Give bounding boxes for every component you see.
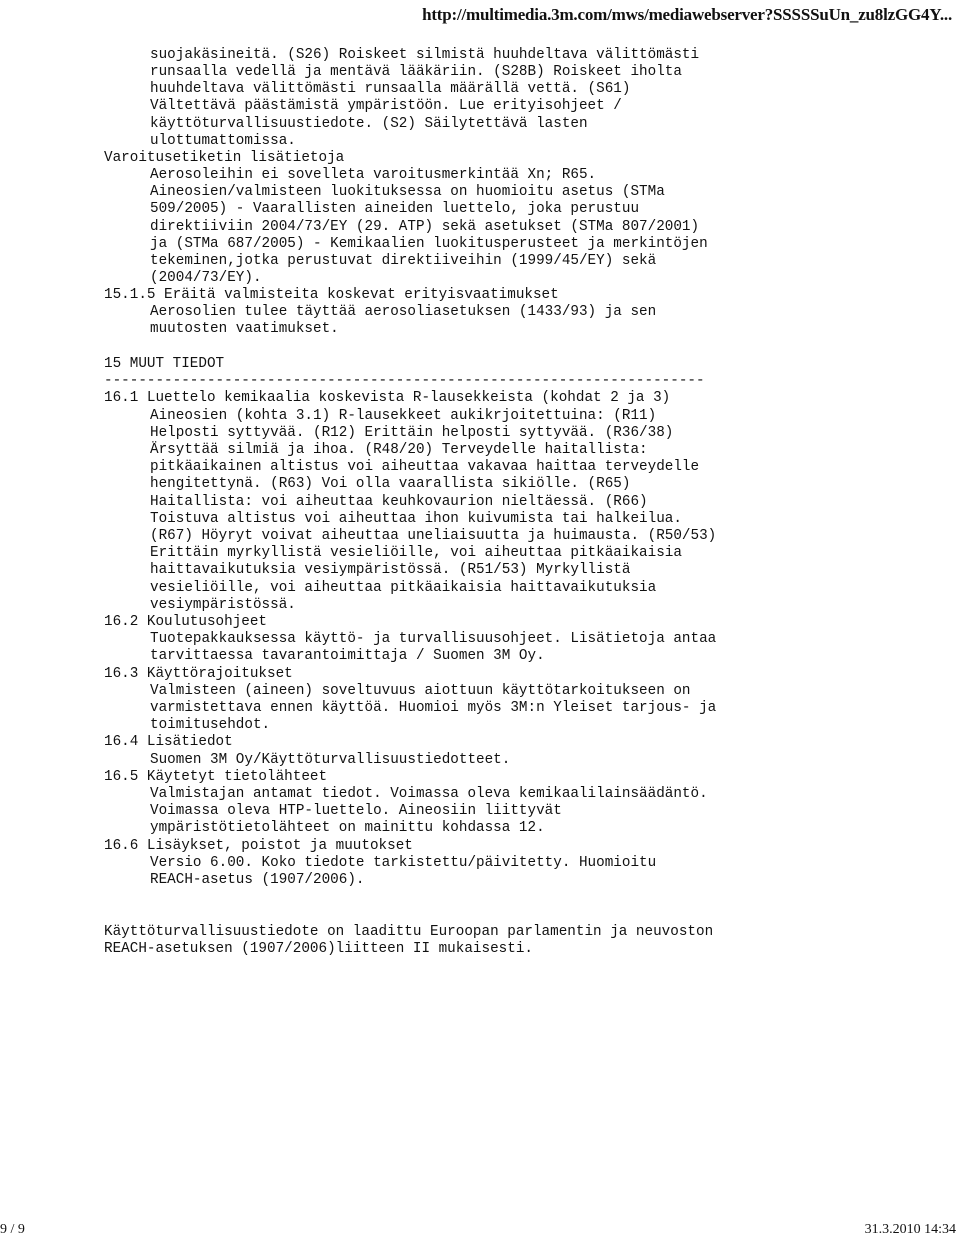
browser-url-header: http://multimedia.3m.com/mws/mediawebserver?SSSSSuUn_zu8lzGG4Y... [422, 5, 952, 24]
text-line: Versio 6.00. Koko tiedote tarkistettu/päivitetty. Huomioitu [150, 855, 657, 871]
text-line: tekeminen,jotka perustuvat direktiiveihin (1999/45/EY) sekä [150, 253, 657, 269]
section-15-1-5-heading: 15.1.5 Eräitä valmisteita koskevat erityisvaatimukset [104, 287, 559, 303]
text-line: Aineosien (kohta 3.1) R-lausekkeet aukikrjoitettuina: (R11) [150, 408, 657, 424]
warning-label-heading: Varoitusetiketin lisätietoja [104, 150, 345, 166]
page-number: 9 / 9 [0, 1222, 25, 1237]
document-body [104, 0, 804, 1239]
text-line: Toistuva altistus voi aiheuttaa ihon kuivumista tai halkeilua. [150, 511, 682, 527]
subsection-16-2-heading: 16.2 Koulutusohjeet [104, 614, 268, 630]
text-line: suojakäsineitä. (S26) Roiskeet silmistä huuhdeltava välittömästi [150, 47, 700, 63]
text-line: vesieliöille, voi aiheuttaa pitkäaikaisia haittavaikutuksia [150, 580, 657, 596]
section-divider: ---------------------------------------------------------------------- [104, 373, 705, 389]
text-line: toimitusehdot. [150, 717, 271, 733]
text-line: Aerosolien tulee täyttää aerosoliasetuksen (1433/93) ja sen [150, 304, 657, 320]
text-line: runsaalla vedellä ja mentävä lääkäriin. (S28B) Roiskeet iholta [150, 64, 682, 80]
text-line: Aerosoleihin ei sovelleta varoitusmerkintää Xn; R65. [150, 167, 597, 183]
closing-line: Käyttöturvallisuustiedote on laadittu Euroopan parlamentin ja neuvoston [104, 924, 714, 940]
section-title: 15 MUUT TIEDOT [104, 356, 225, 372]
text-line: varmistettava ennen käyttöä. Huomioi myös 3M:n Yleiset tarjous- ja [150, 700, 717, 716]
closing-line: REACH-asetuksen (1907/2006)liitteen II mukaisesti. [104, 941, 533, 957]
text-line: direktiiviin 2004/73/EY (29. ATP) sekä asetukset (STMa 807/2001) [150, 219, 700, 235]
subsection-16-5-heading: 16.5 Käytetyt tietolähteet [104, 769, 328, 785]
text-line: 509/2005) - Vaarallisten aineiden luettelo, joka perustuu [150, 201, 640, 217]
text-line: haittavaikutuksia vesiympäristössä. (R51/53) Myrkyllistä [150, 562, 631, 578]
text-line: (2004/73/EY). [150, 270, 262, 286]
text-line: Vältettävä päästämistä ympäristöön. Lue erityisohjeet / [150, 98, 622, 114]
text-line: Valmistajan antamat tiedot. Voimassa oleva kemikaalilainsäädäntö. [150, 786, 708, 802]
text-line: Helposti syttyvää. (R12) Erittäin helposti syttyvää. (R36/38) [150, 425, 674, 441]
text-line: Aineosien/valmisteen luokituksessa on huomioitu asetus (STMa [150, 184, 665, 200]
subsection-16-4-heading: 16.4 Lisätiedot [104, 734, 233, 750]
subsection-16-6-heading: 16.6 Lisäykset, poistot ja muutokset [104, 838, 413, 854]
text-line: ympäristötietolähteet on mainittu kohdassa 12. [150, 820, 545, 836]
text-line: Haitallista: voi aiheuttaa keuhkovaurion nieltäessä. (R66) [150, 494, 648, 510]
text-line: Suomen 3M Oy/Käyttöturvallisuustiedotteet. [150, 752, 511, 768]
text-line: ulottumattomissa. [150, 133, 296, 149]
text-line: muutosten vaatimukset. [150, 321, 339, 337]
text-line: Valmisteen (aineen) soveltuvuus aiottuun käyttötarkoitukseen on [150, 683, 691, 699]
subsection-16-1-heading: 16.1 Luettelo kemikaalia koskevista R-lausekkeista (kohdat 2 ja 3) [104, 390, 671, 406]
text-line: tarvittaessa tavarantoimittaja / Suomen 3M Oy. [150, 648, 545, 664]
subsection-16-3-heading: 16.3 Käyttörajoitukset [104, 666, 293, 682]
text-line: hengitettynä. (R63) Voi olla vaarallista sikiölle. (R65) [150, 476, 631, 492]
text-line: (R67) Höyryt voivat aiheuttaa uneliaisuutta ja huimausta. (R50/53) [150, 528, 717, 544]
text-line: REACH-asetus (1907/2006). [150, 872, 365, 888]
text-line: Voimassa oleva HTP-luettelo. Aineosiin liittyvät [150, 803, 562, 819]
text-line: huuhdeltava välittömästi runsaalla määrällä vettä. (S61) [150, 81, 631, 97]
text-line: käyttöturvallisuustiedote. (S2) Säilytettävä lasten [150, 116, 588, 132]
text-line: pitkäaikainen altistus voi aiheuttaa vakavaa haittaa terveydelle [150, 459, 700, 475]
print-datetime: 31.3.2010 14:34 [864, 1222, 956, 1237]
text-line: ja (STMa 687/2005) - Kemikaalien luokitusperusteet ja merkintöjen [150, 236, 708, 252]
text-line: Tuotepakkauksessa käyttö- ja turvallisuusohjeet. Lisätietoja antaa [150, 631, 717, 647]
text-line: Ärsyttää silmiä ja ihoa. (R48/20) Terveydelle haitallista: [150, 442, 648, 458]
text-line: vesiympäristössä. [150, 597, 296, 613]
text-line: Erittäin myrkyllistä vesieliöille, voi aiheuttaa pitkäaikaisia [150, 545, 682, 561]
